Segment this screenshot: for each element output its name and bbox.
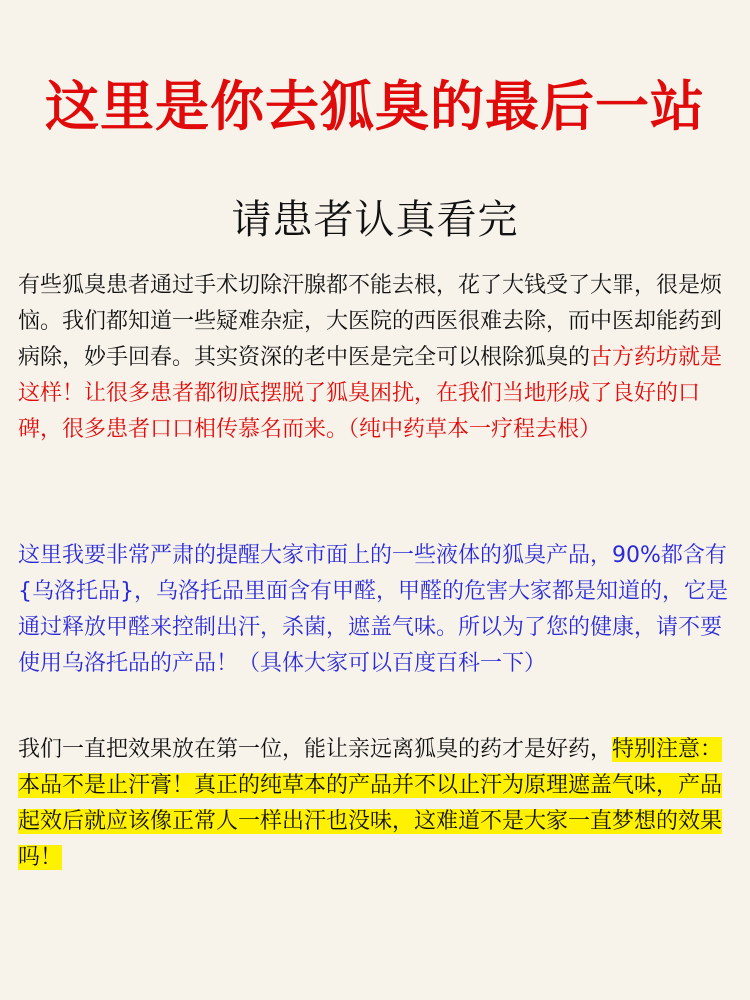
paragraph-effect-highlight: 特别注意：本品不是止汗膏！真正的纯草本的产品并不以止汗为原理遮盖气味，产品起效后就应该像正常人一样出汗也没味，这难道不是大家一直梦想的效果吗！ <box>18 737 723 870</box>
paragraph-effect-text: 我们一直把效果放在第一位，能让亲远离狐臭的药才是好药， <box>18 737 613 762</box>
paragraph-effect <box>18 732 738 876</box>
paragraph-intro-red-text: 古方药坊就是这样！让很多患者都彻底摆脱了狐臭困扰，在我们当地形成了良好的口碑，很多患者口口相传慕名而来。（纯中药草本一疗程去根） <box>18 345 723 442</box>
paragraph-intro <box>18 268 738 448</box>
page-title: 这里是你去狐臭的最后一站 <box>45 75 705 138</box>
paragraph-warning-text: 这里我要非常严肃的提醒大家市面上的一些液体的狐臭产品，90%都含有{乌洛托品}，乌洛托品里面含有甲醛，甲醛的危害大家都是知道的，它是通过释放甲醛来控制出汗，杀菌，遮盖气味。所以为了您的健康，请不要使用乌洛托品的产品！（具体大家可以百度百科一下） <box>18 543 728 676</box>
paragraph-intro-text: 有些狐臭患者通过手术切除汗腺都不能去根，花了大钱受了大罪，很是烦恼。我们都知道一些疑难杂症，大医院的西医很难去除，而中医却能药到病除，妙手回春。其实资深的老中医是完全可以根除狐臭的 <box>18 273 723 370</box>
page-subtitle: 请患者认真看完 <box>231 197 519 243</box>
paragraph-warning <box>18 538 738 682</box>
